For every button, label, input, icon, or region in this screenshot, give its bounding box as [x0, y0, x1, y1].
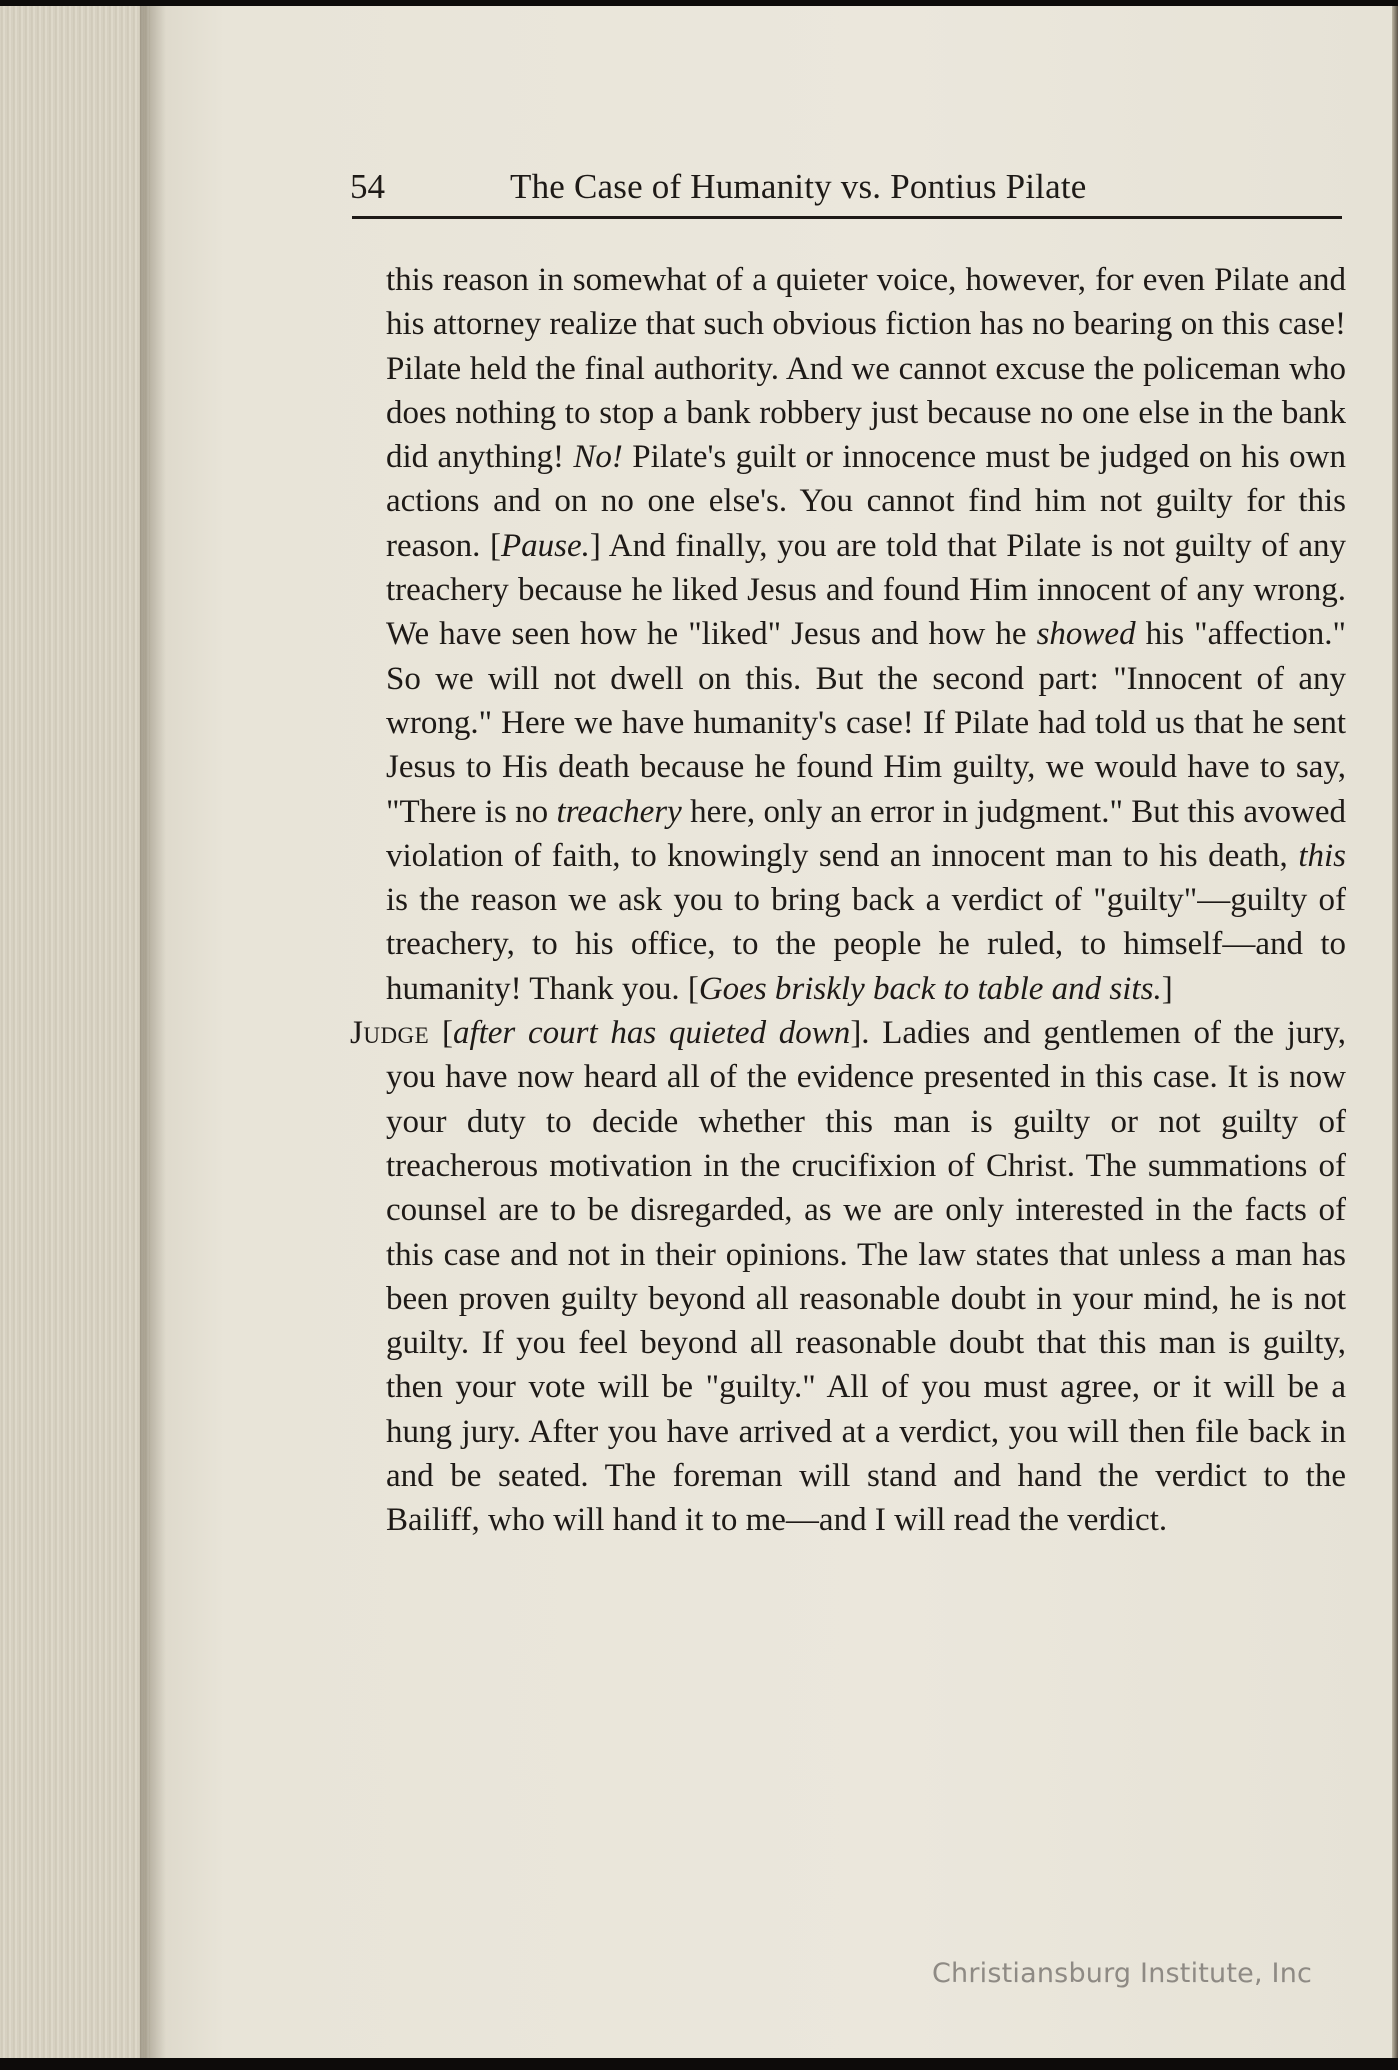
stage-direction: after court has quieted down — [452, 1015, 851, 1052]
text-run: here, only an error in judgment." But this avowed violation of faith, to knowingly send an innocent man to his death, — [386, 793, 1346, 874]
gutter-shadow — [140, 6, 166, 2058]
text-run: ]. Ladies and gentlemen of the jury, you have now heard all of the evidence presented in this case. It is now your duty to decide whether this man is guilty or not guilty of treacherous motivation in the crucifixion of Christ. The summations of counsel are to be disregarded, as we are only interested in the facts of this case and not in their opinions. The law states that unless a man has been proven guilty beyond all reasonable doubt in your mind, he is not guilty. If you feel beyond all reasonable doubt that this man is guilty, then your vote will be "guilty." All of you must agree, or it will be a hung jury. After you have arrived at a verdict, you will then file back in and be seated. The foreman will stand and hand the verdict to the Bailiff, who will hand it to me—and I will read the verdict. — [386, 1015, 1346, 1539]
page-number: 54 — [350, 167, 385, 206]
body-text — [350, 258, 1346, 1543]
running-head — [350, 160, 1342, 214]
text-run: this reason in somewhat of a quieter voice, however, for even Pilate and his attorney realize that such obvious fiction has no bearing on this case! Pilate held the final authority. And we cannot excuse the policeman who does nothing to stop a bank robbery just because no one else in the bank did anything! — [386, 262, 1346, 476]
text-run: Pilate's guilt or innocence must be judged on his own actions and on no one else's. You cannot find him not guilty for this reason. [ — [386, 439, 1346, 564]
text-run: ] And finally, you are told that Pilate is not guilty of any treachery because he liked Jesus and found Him innocent of any wrong. We have seen how he "liked" Jesus and how he — [386, 527, 1346, 653]
text-run: his "affection." So we will not dwell on this. But the second part: "Innocent of any wrong." Here we have humanity's case! If Pilate had told us that he sent Jesus to His death because he found Him guilty, we would have to say, "There is no — [386, 616, 1346, 830]
stage-direction: Goes briskly back to table and sits. — [698, 970, 1162, 1007]
emphasis: treachery — [556, 793, 682, 830]
text-run: ] — [1161, 970, 1173, 1007]
page-right-edge — [1392, 6, 1398, 2058]
page-edges — [0, 6, 150, 2058]
emphasis: No! — [573, 439, 623, 476]
emphasis: showed — [1036, 616, 1136, 653]
paragraph-summation — [386, 258, 1346, 1011]
stage-direction: Pause. — [501, 527, 590, 564]
text-run: [ — [429, 1015, 453, 1052]
emphasis: this — [1298, 837, 1346, 874]
watermark: Christiansburg Institute, Inc — [932, 1958, 1313, 1989]
speaker-name: Judge — [350, 1015, 430, 1052]
text-run: is the reason we ask you to bring back a verdict of "guilty"—guilty of treachery, to his office, to the people he ruled, to himself—and to humanity! Thank you. [ — [386, 882, 1346, 1007]
running-title: The Case of Humanity vs. Pontius Pilate — [510, 167, 1087, 206]
paragraph-judge — [350, 1011, 1346, 1543]
header-rule — [352, 216, 1342, 219]
